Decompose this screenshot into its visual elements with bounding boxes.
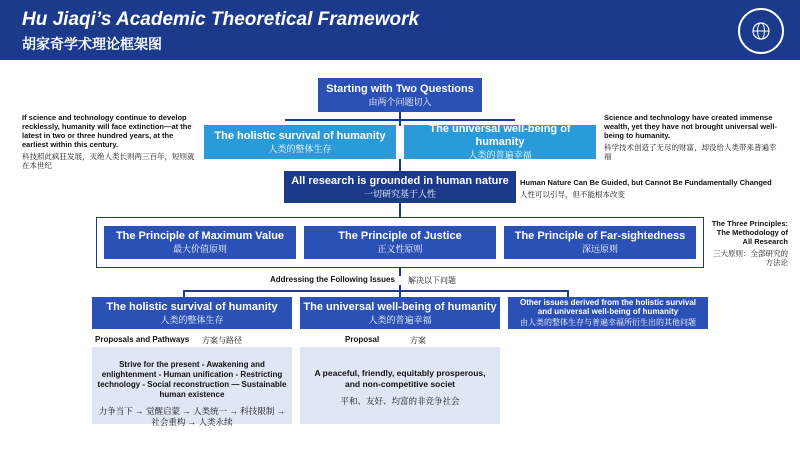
issue-other [508, 297, 708, 329]
human-nature-note [520, 178, 780, 199]
extinction-note-en: If science and technology continue to develop recklessly, humanity will face extinction—at the latest in two or three hundred years, at the earliest within this century. [22, 113, 192, 149]
extinction-note-zh: 科技照此疯狂发展，灭绝人类长则两三百年，短则就在本世纪 [22, 152, 195, 170]
principle-far-sightedness-zh: 深远原则 [581, 244, 618, 254]
principle-max-value-en: The Principle of Maximum Value [115, 230, 285, 242]
three-principles-note-zh: 三大原则：全部研究的方法论 [713, 249, 788, 267]
wellbeing-zh: 人类的普遍幸福 [468, 150, 532, 160]
survival-box [204, 125, 396, 159]
principle-justice-en: The Principle of Justice [338, 230, 462, 242]
top-question-zh: 由两个问题切入 [368, 96, 432, 107]
survival-zh: 人类的整体生存 [268, 143, 332, 154]
core-zh: 一切研究基于人性 [363, 188, 436, 199]
issue-survival-en: The holistic survival of humanity [106, 300, 278, 313]
survival-en: The holistic survival of humanity [214, 129, 386, 142]
principle-far-sightedness [504, 226, 696, 259]
three-principles-note [708, 219, 788, 267]
society-zh: 平和、友好、均富的非竞争社会 [340, 396, 460, 406]
connector [285, 119, 515, 121]
pathway-zh: 力争当下 → 觉醒启蒙 → 人类统一 → 科技限制 → 社会重构 → 人类永续 [98, 406, 286, 427]
top-question-en: Starting with Two Questions [326, 82, 474, 95]
issue-wellbeing-en: The universal well-being of humanity [303, 300, 497, 313]
issue-wellbeing [300, 297, 500, 329]
proposals-label-zh: 方案与路径 [202, 336, 242, 345]
globe-icon [749, 22, 773, 40]
issue-other-en: Other issues derived from the holistic survival and universal well-being of humanity [519, 298, 697, 316]
human-nature-note-zh: 人性可以引导，但不能根本改变 [520, 190, 625, 199]
proposals-panel-text [94, 360, 290, 428]
core-box [284, 171, 516, 203]
connector [183, 290, 569, 292]
wellbeing-en: The universal well-being of humanity [429, 123, 571, 148]
core-en: All research is grounded in human nature [291, 174, 509, 187]
society-en: A peaceful, friendly, equitably prosperous, and non-competitive societ [314, 368, 486, 389]
proposal-label-en: Proposal [345, 335, 380, 344]
extinction-note [22, 113, 197, 170]
pathway-en: Strive for the present - Awakening and enlightenment - Human unification - Restricting technology - Social reconstruction — Sustainable human existence [97, 360, 287, 399]
human-nature-note-en: Human Nature Can Be Guided, but Cannot Be Fundamentally Changed [520, 178, 772, 187]
proposals-label-en: Proposals and Pathways [95, 335, 190, 344]
principle-far-sightedness-en: The Principle of Far-sightedness [514, 230, 686, 242]
connector [399, 159, 401, 171]
top-question-box [318, 78, 482, 112]
wealth-note [604, 113, 779, 161]
issue-wellbeing-zh: 人类的普遍幸福 [368, 314, 432, 325]
page-title: Hu Jiaqi’s Academic Theoretical Framework [22, 9, 420, 30]
issues-label-zh: 解决以下问题 [408, 276, 456, 285]
issues-label-en: Addressing the Following Issues [270, 275, 395, 284]
principle-justice [304, 226, 496, 259]
wealth-note-en: Science and technology have created immense wealth, yet they have not brought universal well-being to humanity. [604, 113, 777, 140]
proposal-panel-text [306, 368, 494, 406]
issue-survival-zh: 人类的整体生存 [160, 314, 224, 325]
three-principles-note-en: The Three Principles: The Methodology of All Research [711, 219, 788, 246]
issue-other-zh: 由人类的整体生存与普遍幸福所衍生出的其他问题 [520, 318, 696, 327]
connector [399, 268, 401, 276]
issue-survival [92, 297, 292, 329]
connector [399, 203, 401, 217]
principle-justice-zh: 正义性原则 [377, 244, 423, 254]
principle-max-value-zh: 最大价值原则 [172, 244, 227, 254]
logo-icon [738, 8, 784, 54]
principle-max-value [104, 226, 296, 259]
wellbeing-box [404, 125, 596, 159]
wealth-note-zh: 科学技术创造了无尽的财富，却没给人类带来普遍幸福 [604, 143, 777, 161]
page-subtitle: 胡家奇学术理论框架图 [22, 36, 162, 52]
proposal-label-zh: 方案 [410, 336, 426, 345]
